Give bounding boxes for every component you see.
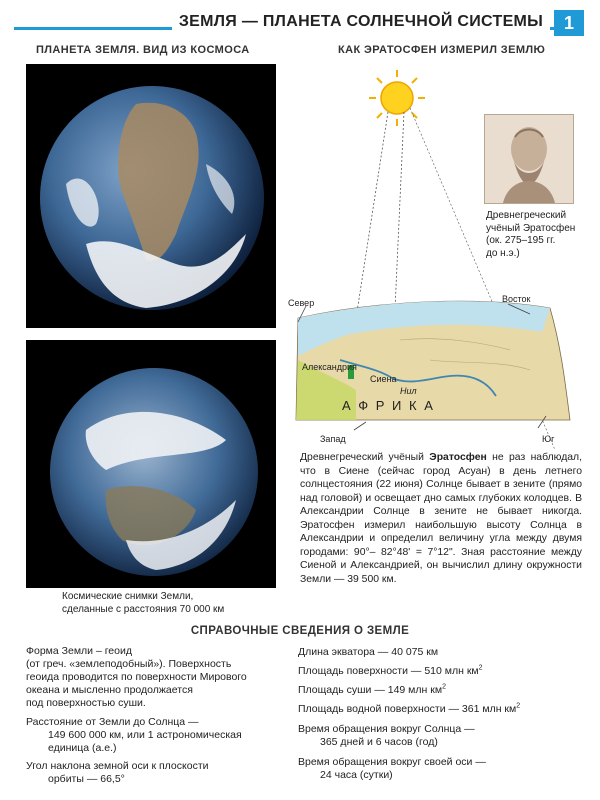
map-label-africa: А Ф Р И К А — [342, 398, 435, 413]
page-number: 1 — [554, 10, 584, 36]
earth-globe-icon — [26, 340, 276, 588]
map-label-alexandria: Александрия — [302, 362, 357, 372]
ref-line: Площадь водной поверхности — 361 млн км — [298, 703, 517, 715]
ref-orbit — [298, 723, 475, 749]
sun-icon — [369, 70, 425, 126]
portrait-caption-line: (ок. 275–195 гг. — [486, 235, 556, 246]
ref-line: Площадь суши — 149 млн км — [298, 684, 443, 696]
ref-line: (от греч. «землеподобный»). Поверхность — [26, 658, 232, 670]
ref-distance — [26, 716, 242, 755]
paragraph-text: не раз наблюдал, что в Сиене (сейчас город Асуан) в день летнего солнцестояния (22 июня) Солнце бывает в зените (прямо над головой) и освещает дно самых глубоких колодцев. В Александрии Солнце в зените не бывает никогда. Эратосфен измерил наибольшую высоту Солнца в Александрии и определил величину угла между двумя городами: 90°– 82°48' = 7°12". Зная расстояние между Сиеной и Александрией, он вычислил длину окружности Земли — 39 500 км. — [300, 452, 582, 585]
ref-equator: Длина экватора — 40 075 км — [298, 646, 439, 658]
eratosthenes-portrait — [484, 114, 574, 204]
map-label-south: Юг — [542, 434, 555, 444]
west-arrow — [354, 422, 366, 430]
ref-line: 24 часа (сутки) — [320, 769, 393, 781]
portrait-caption-line: до н.э.) — [486, 247, 520, 259]
ref-water — [298, 703, 520, 716]
ref-line: океана и мысленно продолжается — [26, 684, 193, 696]
ref-line: орбиты — 66,5° — [48, 773, 125, 785]
ref-surface — [298, 665, 483, 678]
portrait-caption — [486, 210, 575, 260]
map-label-nile: Нил — [400, 386, 417, 396]
ref-line: под поверхностью суши. — [26, 697, 146, 709]
earth-from-space-heading: ПЛАНЕТА ЗЕМЛЯ. ВИД ИЗ КОСМОСА — [36, 44, 250, 56]
map-label-west: Запад — [320, 434, 346, 444]
portrait-caption-line: Древнегреческий — [486, 210, 567, 221]
ref-line: Угол наклона земной оси к плоскости — [26, 760, 209, 772]
ref-line: геоида проводится по поверхности Мирового — [26, 671, 247, 683]
ref-line: Время обращения вокруг Солнца — — [298, 723, 475, 735]
superscript: 2 — [478, 664, 483, 672]
photo-caption — [62, 590, 224, 616]
earth-photo-top — [26, 64, 276, 328]
bust-icon — [485, 115, 573, 203]
ref-rotation — [298, 756, 486, 782]
paragraph-name-bold: Эратосфен — [429, 452, 487, 463]
ref-land — [298, 684, 446, 697]
earth-photo-bottom — [26, 340, 276, 588]
ref-line: единица (а.е.) — [48, 742, 117, 754]
ref-line: Расстояние от Земли до Солнца — — [26, 716, 199, 728]
ref-line: 149 600 000 км, или 1 астрономическая — [48, 729, 242, 741]
ref-line: Площадь поверхности — 510 млн км — [298, 665, 479, 677]
ref-line: Форма Земли – геоид — [26, 645, 132, 657]
ref-line: 365 дней и 6 часов (год) — [320, 736, 438, 748]
ref-tilt — [26, 760, 209, 786]
photo-caption-line: Космические снимки Земли, — [62, 591, 194, 602]
map-label-syene: Сиена — [370, 374, 397, 384]
map-label-east: Восток — [502, 294, 531, 304]
superscript: 2 — [516, 702, 521, 710]
map-label-north: Север — [288, 298, 315, 308]
photo-caption-line: сделанные с расстояния 70 000 км — [62, 604, 225, 615]
superscript: 2 — [442, 683, 446, 691]
ref-shape — [26, 645, 247, 710]
paragraph-text: Древнегреческий учёный — [300, 452, 430, 463]
portrait-caption-line: учёный Эратосфен — [486, 222, 576, 234]
page-title: ЗЕМЛЯ — ПЛАНЕТА СОЛНЕЧНОЙ СИСТЕМЫ — [172, 11, 550, 33]
eratosthenes-paragraph — [300, 451, 582, 586]
eratosthenes-heading: КАК ЭРАТОСФЕН ИЗМЕРИЛ ЗЕМЛЮ — [338, 44, 546, 56]
earth-globe-icon — [26, 64, 276, 328]
ref-line: Время обращения вокруг своей оси — — [298, 756, 486, 768]
reference-title: СПРАВОЧНЫЕ СВЕДЕНИЯ О ЗЕМЛЕ — [190, 625, 410, 637]
